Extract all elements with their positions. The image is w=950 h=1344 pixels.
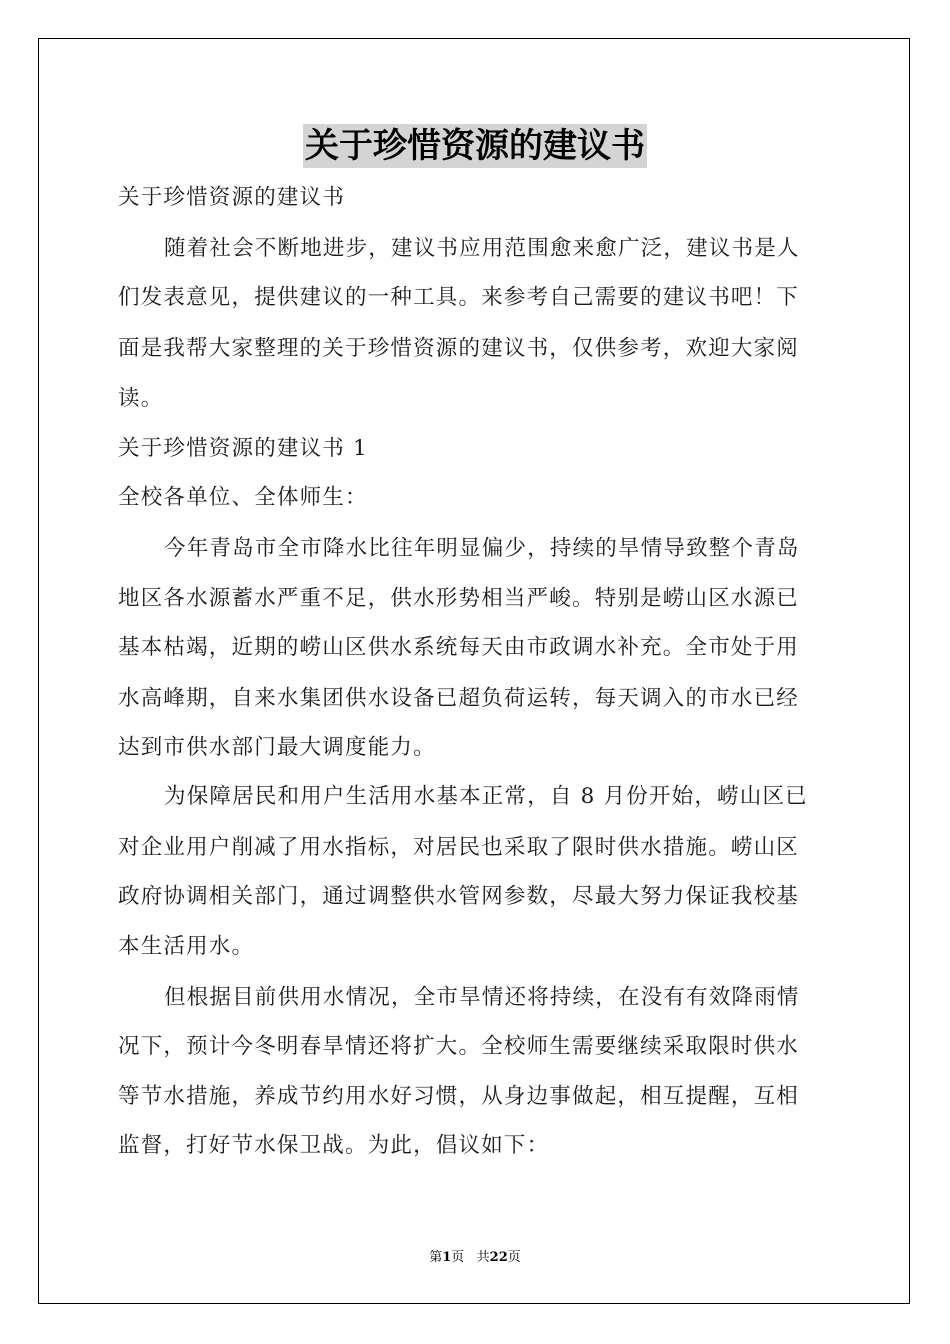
body-line: 地区各水源蓄水严重不足，供水形势相当严峻。特别是崂山区水源已: [118, 586, 800, 611]
title-container: [0, 124, 950, 168]
body-line: 们发表意见，提供建议的一种工具。来参考自己需要的建议书吧！下: [118, 285, 800, 310]
page-label-mid: 页 共: [451, 1250, 490, 1265]
body-line: 政府协调相关部门，通过调整供水管网参数，尽最大努力保证我校基: [118, 884, 800, 909]
body-line: 关于珍惜资源的建议书 1: [118, 436, 368, 461]
body-line: 读。: [118, 386, 164, 411]
body-line: 今年青岛市全市降水比往年明显偏少，持续的旱情导致整个青岛: [164, 536, 800, 561]
page-number: 1: [442, 1250, 452, 1265]
body-line: 面是我帮大家整理的关于珍惜资源的建议书，仅供参考，欢迎大家阅: [118, 336, 800, 361]
body-line: 本生活用水。: [118, 934, 255, 959]
body-line: 等节水措施，养成节约用水好习惯，从身边事做起，相互提醒，互相: [118, 1084, 800, 1109]
body-line: 对企业用户削减了用水指标，对居民也采取了限时供水措施。崂山区: [118, 835, 800, 860]
body-line: 基本枯竭，近期的崂山区供水系统每天由市政调水补充。全市处于用: [118, 635, 800, 660]
body-line: 达到市供水部门最大调度能力。: [118, 735, 436, 760]
page-label-pre: 第: [429, 1250, 443, 1265]
body-line: 水高峰期，自来水集团供水设备已超负荷运转，每天调入的市水已经: [118, 686, 800, 711]
total-pages: 22: [489, 1250, 508, 1265]
body-line: 监督，打好节水保卫战。为此，倡议如下：: [118, 1133, 550, 1158]
page-footer: [0, 1246, 950, 1265]
body-line: 全校各单位、全体师生：: [118, 485, 368, 510]
page-border: [38, 38, 910, 1304]
body-line: 为保障居民和用户生活用水基本正常，自 8 月份开始，崂山区已: [164, 784, 808, 809]
document-title: 关于珍惜资源的建议书: [305, 126, 645, 166]
body-line: 但根据目前供用水情况，全市旱情还将持续，在没有有效降雨情: [164, 985, 800, 1010]
body-line: 随着社会不断地进步，建议书应用范围愈来愈广泛，建议书是人: [164, 236, 800, 261]
body-line: 关于珍惜资源的建议书: [118, 185, 346, 210]
body-line: 况下，预计今冬明春旱情还将扩大。全校师生需要继续采取限时供水: [118, 1034, 800, 1059]
page-label-post: 页: [507, 1250, 521, 1265]
